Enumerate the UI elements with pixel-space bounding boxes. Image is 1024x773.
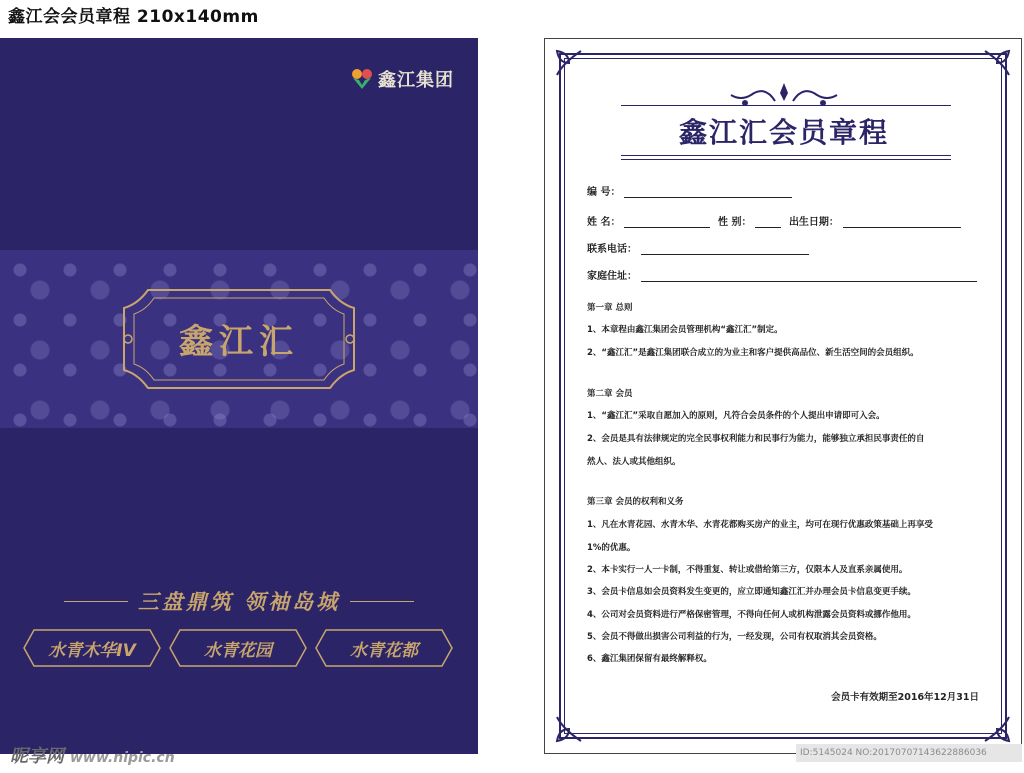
- corner-ornament-icon: [555, 715, 583, 743]
- project-badge: [314, 628, 454, 668]
- address-line[interactable]: [641, 271, 977, 282]
- watermark-id: ID:5145024 NO:20170707143622886036: [796, 744, 1022, 762]
- corner-ornament-icon: [555, 49, 583, 77]
- chapter-line: 2、会员是具有法律规定的完全民事权利能力和民事行为能力，能够独立承担民事责任的自: [587, 434, 925, 444]
- project-list: [22, 628, 458, 668]
- field-address: 家庭住址：: [587, 267, 981, 282]
- name-line[interactable]: [624, 217, 710, 228]
- project-label: 水青木华IV: [48, 641, 136, 661]
- field-phone: 联系电话：: [587, 240, 813, 255]
- chapter-line: 1%的优惠。: [587, 543, 636, 553]
- corner-ornament-icon: [983, 715, 1011, 743]
- chapter-heading: 第一章 总则: [587, 303, 633, 313]
- chapter-line: 6、鑫江集团保留有最终解释权。: [587, 654, 712, 664]
- title-rule-bottom: [621, 155, 951, 156]
- emblem-text: 鑫江汇: [179, 322, 299, 362]
- field-name-row: 姓 名： 性 别： 出生日期：: [587, 213, 965, 228]
- chapter-line: 4、公司对会员资料进行严格保密管理，不得向任何人或机构泄露会员资料或挪作他用。: [587, 610, 916, 620]
- slogan-rule-left: [64, 601, 128, 602]
- chapter-heading: 第三章 会员的权利和义务: [587, 497, 684, 507]
- slogan-text: 三盘鼎筑 领袖岛城: [137, 590, 341, 614]
- watermark-brand: 昵享网 www.nipic.cn: [10, 746, 175, 767]
- project-label: 水青花都: [350, 641, 418, 661]
- document-title: 鑫江汇会员章程: [678, 116, 889, 149]
- title-rule-top: [621, 105, 951, 106]
- slogan: [64, 586, 414, 616]
- brand-name: 鑫江集团: [378, 70, 454, 91]
- chapter-heading: 第二章 会员: [587, 389, 633, 399]
- project-label: 水青花园: [204, 641, 272, 661]
- project-badge: [168, 628, 308, 668]
- chapter-line: 1、凡在水青花园、水青木华、水青花都购买房产的业主，均可在现行优惠政策基础上再享受: [587, 520, 933, 530]
- logo-icon: [350, 68, 374, 90]
- slogan-rule-right: [350, 601, 414, 602]
- brand-logo: [350, 66, 454, 92]
- corner-ornament-icon: [983, 49, 1011, 77]
- gender-line[interactable]: [755, 217, 781, 228]
- header-title: 鑫江会会员章程 210x140mm: [8, 7, 259, 27]
- field-number: 编 号：: [587, 183, 796, 198]
- chapter-line: 然人、法人或其他组织。: [587, 457, 681, 467]
- number-line[interactable]: [624, 187, 792, 198]
- cover-page: [0, 38, 478, 754]
- project-badge: [22, 628, 162, 668]
- charter-page: [544, 38, 1022, 754]
- chapter-line: 3、会员卡信息如会员资料发生变更的，应立即通知鑫江汇并办理会员卡信息变更手续。: [587, 587, 916, 597]
- chapter-line: 1、“鑫江汇”采取自愿加入的原则，凡符合会员条件的个人提出申请即可入会。: [587, 411, 885, 421]
- chapter-line: 5、会员不得做出损害公司利益的行为，一经发现，公司有权取消其会员资格。: [587, 632, 882, 642]
- chapter-line: 2、本卡实行一人一卡制，不得重复、转让或借给第三方，仅限本人及直系亲属使用。: [587, 565, 908, 575]
- validity-note: 会员卡有效期至2016年12月31日: [831, 692, 979, 703]
- phone-line[interactable]: [641, 244, 809, 255]
- birthday-line[interactable]: [843, 217, 961, 228]
- chapter-line: 1、本章程由鑫江集团会员管理机构“鑫江汇”制定。: [587, 325, 783, 335]
- chapter-line: 2、“鑫江汇”是鑫江集团联合成立的为业主和客户提供高品位、新生活空间的会员组织。: [587, 348, 919, 358]
- title-rule-bottom-2: [621, 159, 951, 160]
- emblem-frame: [118, 284, 360, 394]
